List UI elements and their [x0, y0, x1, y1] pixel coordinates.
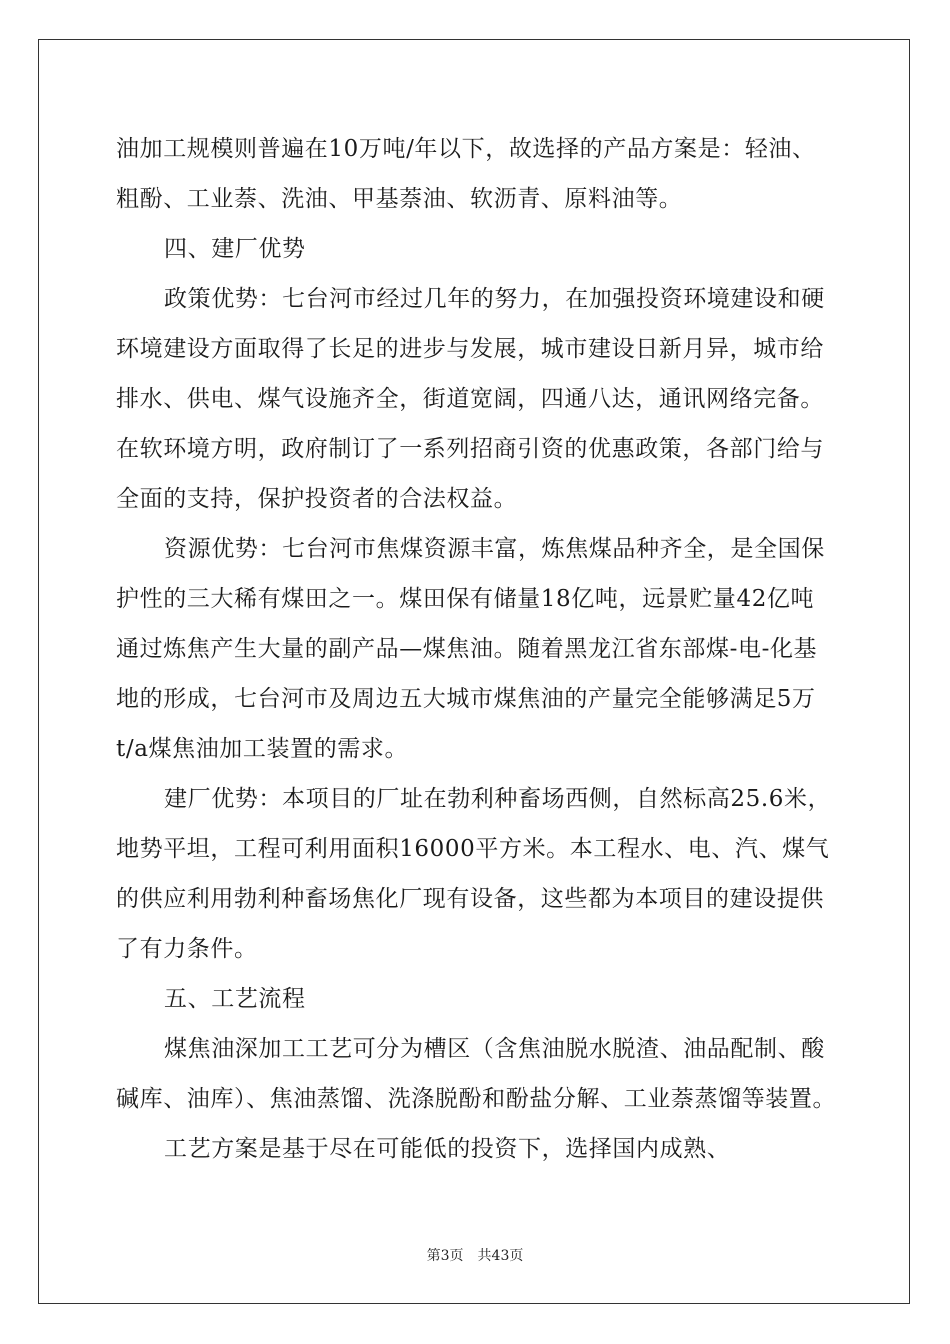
text-line: 排水、供电、煤气设施齐全，街道宽阔，四通八达，通讯网络完备。: [116, 386, 824, 412]
text-line: 碱库、油库）、焦油蒸馏、洗涤脱酚和酚盐分解、工业萘蒸馏等装置。: [116, 1086, 837, 1112]
text-line: 粗酚、工业萘、洗油、甲基萘油、软沥青、原料油等。: [116, 186, 683, 212]
text-line: 四、建厂优势: [164, 236, 306, 262]
text-line: 建厂优势：本项目的厂址在勃利种畜场西侧，自然标高25.6米，: [164, 786, 832, 812]
text-line: 护性的三大稀有煤田之一。煤田保有储量18亿吨，远景贮量42亿吨: [116, 586, 815, 612]
text-line: 资源优势：七台河市焦煤资源丰富，炼焦煤品种齐全，是全国保: [164, 536, 825, 562]
text-line: 在软环境方明，政府制订了一系列招商引资的优惠政策，各部门给与: [116, 436, 824, 462]
text-line: 的供应利用勃利种畜场焦化厂现有设备，这些都为本项目的建设提供: [116, 886, 824, 912]
text-line: 油加工规模则普遍在10万吨/年以下，故选择的产品方案是：轻油、: [116, 136, 816, 162]
text-line: 地的形成，七台河市及周边五大城市煤焦油的产量完全能够满足5万: [116, 686, 816, 712]
text-line: 政策优势：七台河市经过几年的努力，在加强投资环境建设和硬: [164, 286, 825, 312]
page-footer: [0, 1245, 950, 1265]
text-line: 煤焦油深加工工艺可分为槽区（含焦油脱水脱渣、油品配制、酸: [164, 1036, 825, 1062]
text-line: 了有力条件。: [116, 936, 258, 962]
page-number-total: 共43页: [477, 1248, 524, 1264]
text-line: 工艺方案是基于尽在可能低的投资下，选择国内成熟、: [164, 1136, 731, 1162]
page-number-current: 第3页: [426, 1248, 464, 1264]
text-line: 五、工艺流程: [164, 986, 306, 1012]
document-body: [116, 124, 836, 1174]
text-line: 通过炼焦产生大量的副产品—煤焦油。随着黑龙江省东部煤-电-化基: [116, 636, 818, 662]
text-line: 地势平坦，工程可利用面积16000平方米。本工程水、电、汽、煤气: [116, 836, 830, 862]
text-line: t/a煤焦油加工装置的需求。: [116, 736, 409, 762]
text-line: 环境建设方面取得了长足的进步与发展，城市建设日新月异，城市给: [116, 336, 824, 362]
text-line: 全面的支持，保护投资者的合法权益。: [116, 486, 518, 512]
